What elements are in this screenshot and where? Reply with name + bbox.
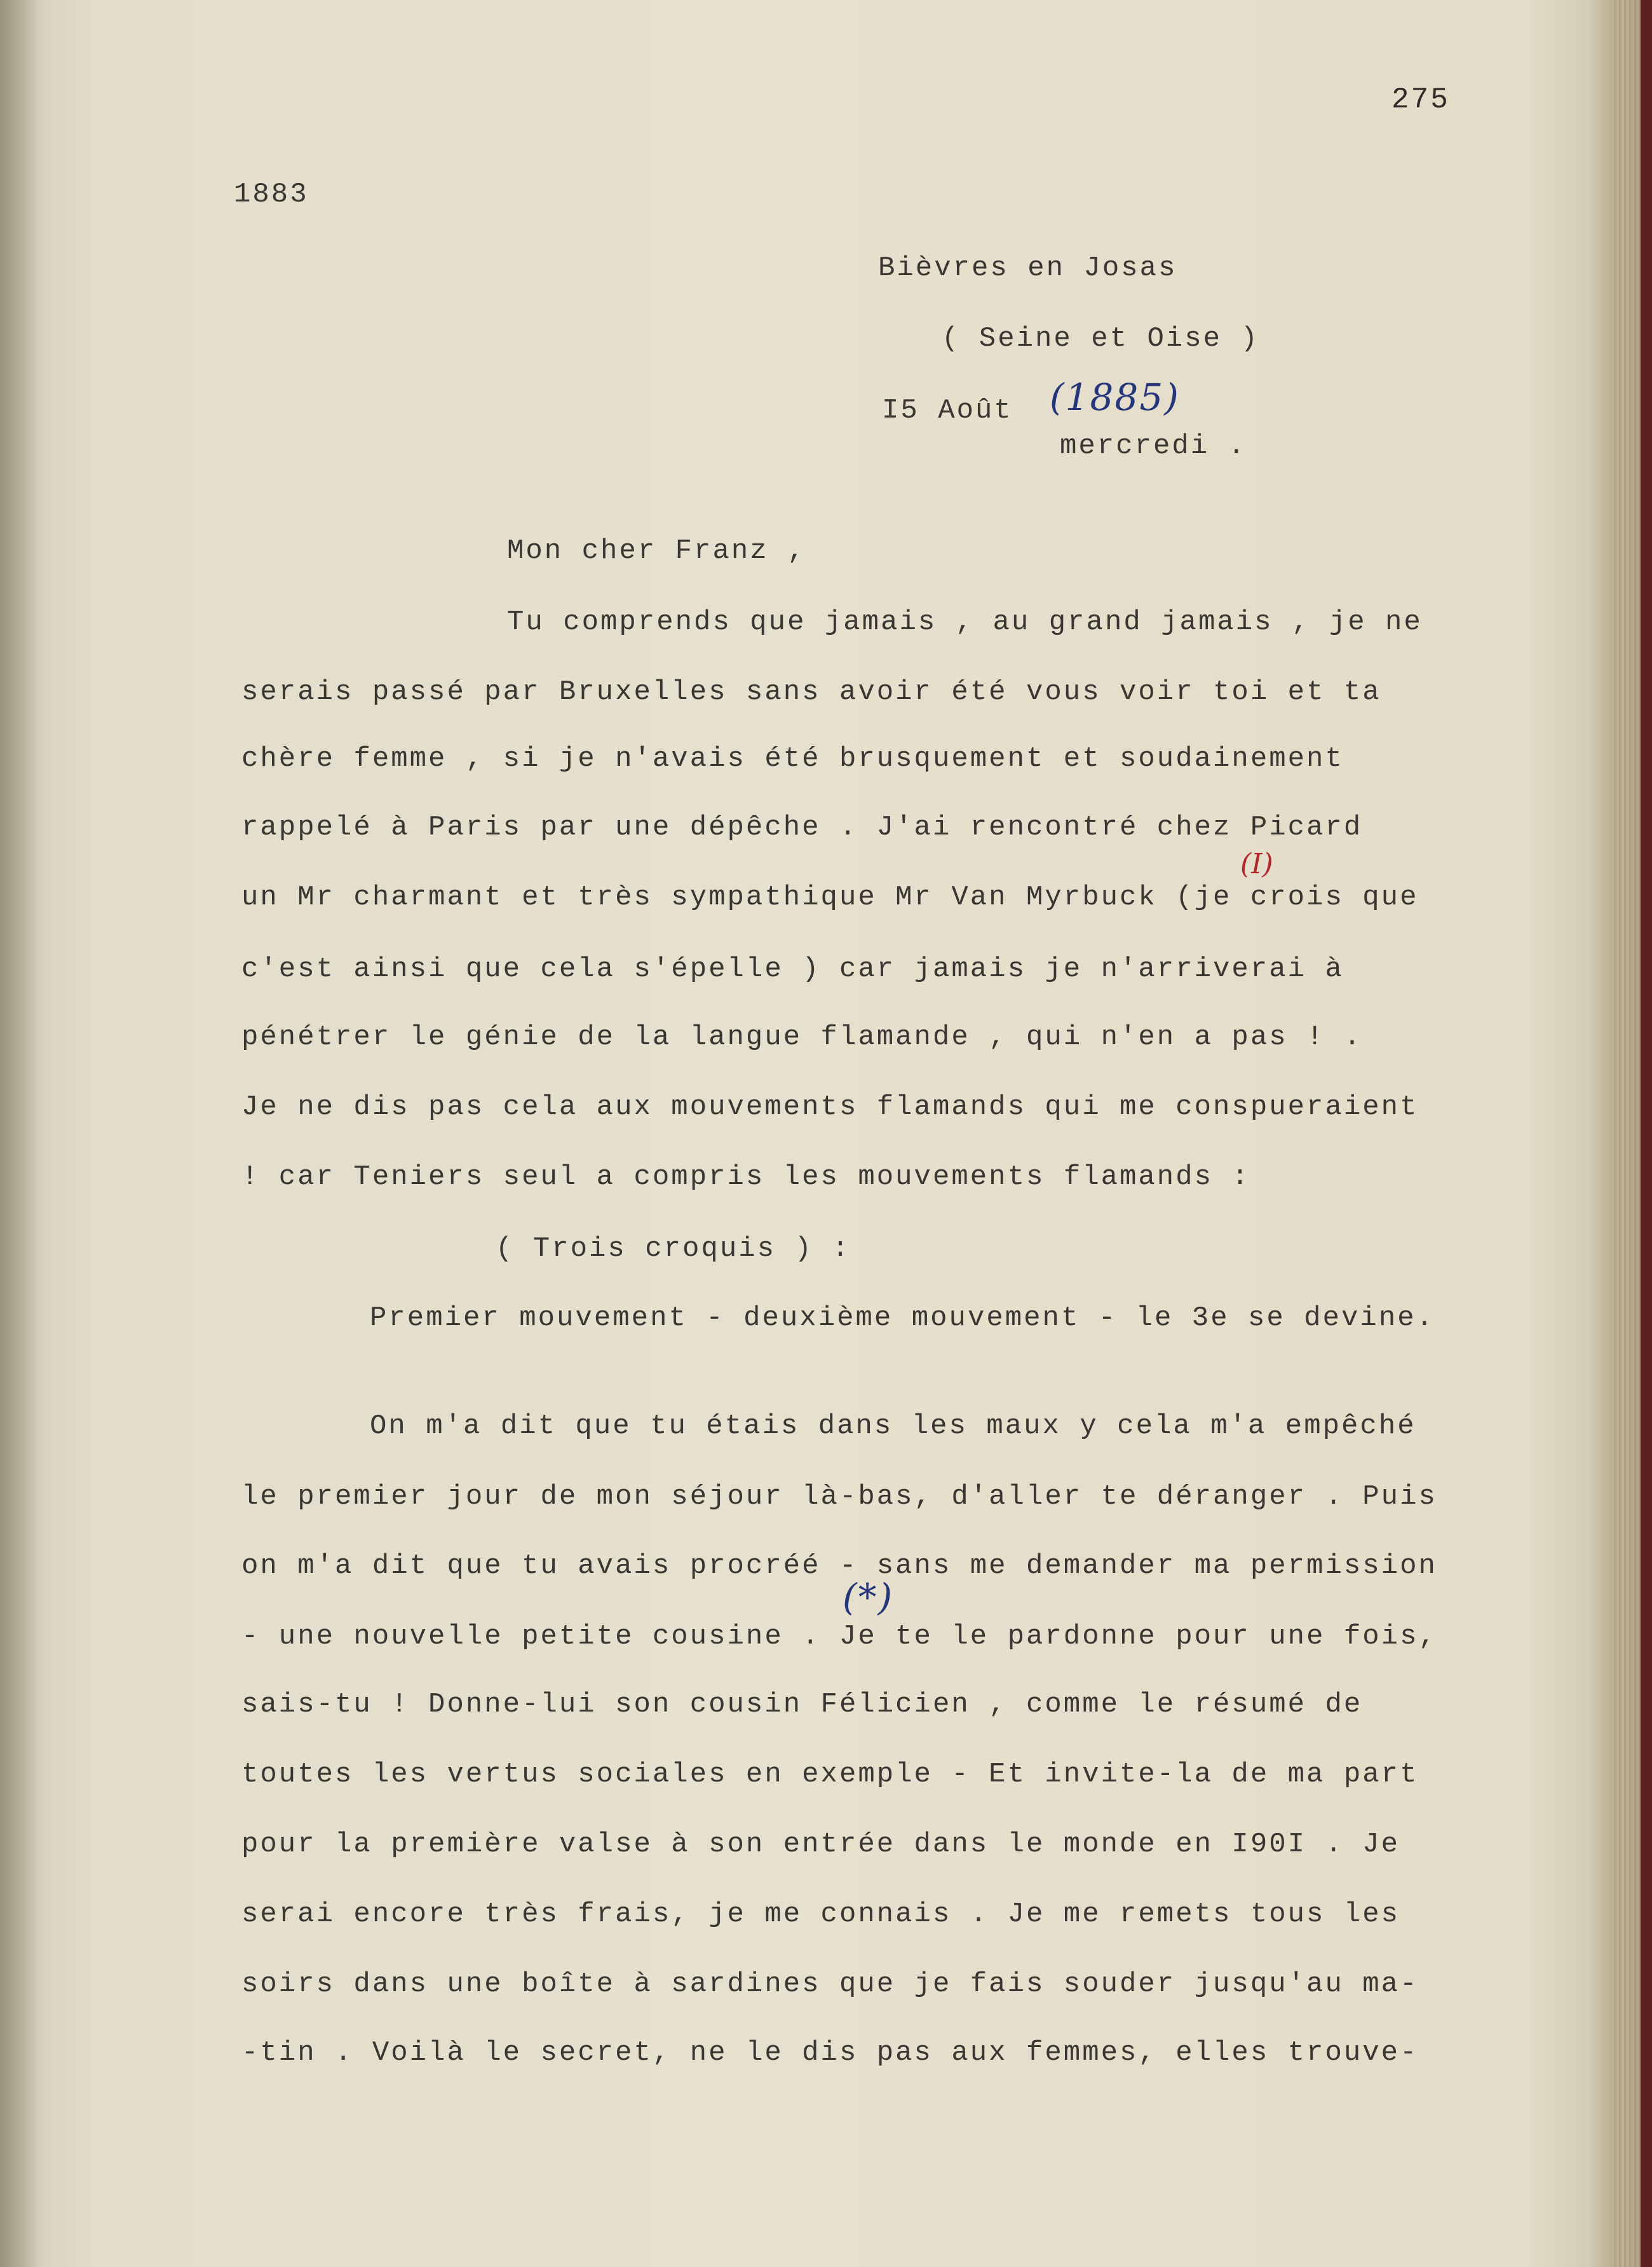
body-line: on m'a dit que tu avais procréé - sans me demander ma permission	[241, 1550, 1437, 1582]
body-line: pour la première valse à son entrée dans le monde en I90I . Je	[241, 1828, 1400, 1860]
body-line: On m'a dit que tu étais dans les maux y cela m'a empêché	[370, 1410, 1416, 1442]
letter-date: I5 Août	[882, 395, 1013, 426]
salutation: Mon cher Franz ,	[507, 535, 806, 567]
gutter-shadow	[0, 0, 44, 2267]
year-heading: 1883	[234, 179, 309, 210]
body-line: Je ne dis pas cela aux mouvements flamands qui me conspueraient	[241, 1091, 1419, 1123]
body-line: un Mr charmant et très sympathique Mr Van Myrbuck (je crois que	[241, 882, 1419, 913]
body-line: Premier mouvement - deuxième mouvement - le 3e se devine.	[370, 1302, 1435, 1334]
weekday: mercredi .	[1060, 430, 1247, 462]
body-line: pénétrer le génie de la langue flamande , qui n'en a pas ! .	[241, 1021, 1363, 1053]
body-line: serais passé par Bruxelles sans avoir été vous voir toi et ta	[241, 676, 1381, 708]
body-line: c'est ainsi que cela s'épelle ) car jamais je n'arriverai à	[241, 953, 1344, 985]
handwritten-year: (1885)	[1050, 376, 1180, 419]
body-line: ! car Teniers seul a compris les mouvements flamands :	[241, 1161, 1250, 1193]
body-line: le premier jour de mon séjour là-bas, d'aller te déranger . Puis	[241, 1481, 1437, 1513]
body-line: - une nouvelle petite cousine . Je te le pardonne pour une fois,	[241, 1621, 1437, 1652]
body-line: rappelé à Paris par une dépêche . J'ai rencontré chez Picard	[241, 812, 1363, 843]
location-line-2: ( Seine et Oise )	[942, 323, 1259, 355]
footnote-mark-blue: (*)	[843, 1576, 894, 1619]
body-line: serai encore très frais, je me connais . Je me remets tous les	[241, 1898, 1400, 1930]
body-line: soirs dans une boîte à sardines que je fais souder jusqu'au ma-	[241, 1968, 1419, 2000]
page-number: 275	[1391, 83, 1450, 116]
page-stack-edge	[1611, 0, 1642, 2267]
body-line: chère femme , si je n'avais été brusquement et soudainement	[241, 743, 1344, 775]
body-line: -tin . Voilà le secret, ne le dis pas aux femmes, elles trouve-	[241, 2037, 1419, 2069]
location-line-1: Bièvres en Josas	[878, 252, 1177, 284]
body-line: Tu comprends que jamais , au grand jamais , je ne	[507, 606, 1423, 638]
body-line: sais-tu ! Donne-lui son cousin Félicien , comme le résumé de	[241, 1689, 1363, 1720]
footnote-mark-red: (I)	[1240, 848, 1273, 880]
sketch-caption: ( Trois croquis ) :	[496, 1233, 851, 1265]
body-line: toutes les vertus sociales en exemple - Et invite-la de ma part	[241, 1759, 1419, 1790]
book-binding	[1641, 0, 1652, 2267]
